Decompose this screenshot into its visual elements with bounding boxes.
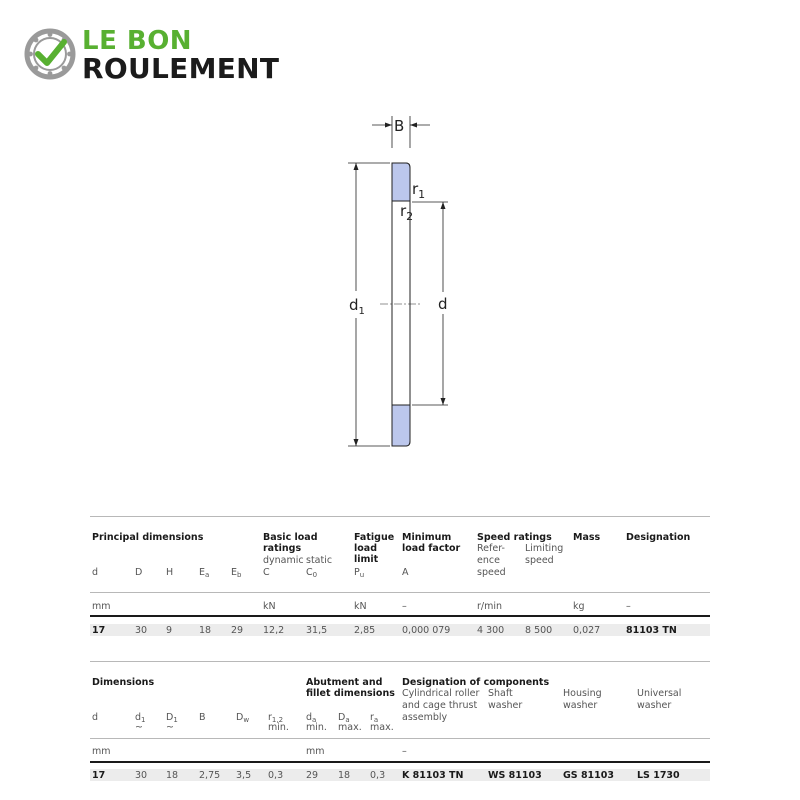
- unit-kN-1: kN: [263, 601, 276, 612]
- label-B: B: [394, 117, 405, 135]
- hdr-housing-2: washer: [563, 700, 598, 711]
- sym-d: d: [92, 712, 99, 723]
- unit-dash-1: –: [402, 601, 407, 612]
- section-top: [392, 163, 410, 201]
- label-d1: $d_1$: [349, 296, 365, 317]
- table-row-cell: 18: [338, 770, 351, 781]
- table-row-cell: 0,000 079: [402, 625, 451, 636]
- hdr-ref-1: Refer-: [477, 543, 505, 554]
- brand-logo: [24, 28, 304, 88]
- sym-A: A: [402, 567, 409, 578]
- sym-r12-min: min.: [268, 722, 289, 733]
- unit-mm-1: mm: [92, 746, 111, 757]
- table-row-cell: 3,5: [236, 770, 252, 781]
- sym-r12: $r_{1,2}$: [268, 712, 284, 724]
- section-bottom: [392, 405, 410, 446]
- dimensions-table: [90, 661, 710, 785]
- table-row-cell: 31,5: [306, 625, 328, 636]
- hdr-components: Designation of components: [402, 677, 550, 688]
- hdr-designation: Designation: [626, 532, 691, 543]
- hdr-abutment-1: Abutment and: [306, 677, 383, 688]
- sym-D1-approx: ~: [166, 722, 174, 733]
- table-row-cell: 0,3: [268, 770, 284, 781]
- table-row-cell: 2,75: [199, 770, 221, 781]
- sym-Da: $D_a$: [338, 712, 350, 724]
- sym-Pu: $P_u$: [354, 567, 365, 579]
- table-row-cell: 30: [135, 625, 148, 636]
- table-row-cell: 12,2: [263, 625, 285, 636]
- sym-H: H: [166, 567, 174, 578]
- table-row-cell: 81103 TN: [626, 625, 677, 636]
- table-row-cell: 8 500: [525, 625, 553, 636]
- sym-C0: $C_0$: [306, 567, 318, 579]
- hdr-cyl-3: assembly: [402, 712, 448, 723]
- hdr-ref-2: ence: [477, 555, 500, 566]
- hdr-dynamic: dynamic: [263, 555, 304, 566]
- table-row-cell: 29: [231, 625, 244, 636]
- table-row-cell: WS 81103: [488, 770, 542, 781]
- unit-mm-2: mm: [306, 746, 325, 757]
- washer-drawing: [330, 108, 490, 462]
- unit-rmin: r/min: [477, 601, 503, 612]
- hdr-cyl-1: Cylindrical roller: [402, 688, 480, 699]
- hdr-basic-load-2: ratings: [263, 543, 302, 554]
- unit-dash: –: [402, 746, 407, 757]
- sym-Ea: $E_a$: [199, 567, 210, 579]
- table-row-cell: 0,3: [370, 770, 386, 781]
- table-row-cell: 0,027: [573, 625, 601, 636]
- hdr-minimum-2: load factor: [402, 543, 461, 554]
- bearing-check-icon: [24, 28, 76, 80]
- hdr-fatigue-3: limit: [354, 554, 379, 565]
- sym-d: d: [92, 567, 99, 578]
- sym-d1: $d_1$: [135, 712, 146, 724]
- logo-line1: LE BON: [82, 26, 193, 56]
- hdr-fatigue-1: Fatigue: [354, 532, 395, 543]
- sym-Eb: $E_b$: [231, 567, 242, 579]
- table-row-cell: 17: [92, 625, 106, 636]
- hdr-housing-1: Housing: [563, 688, 602, 699]
- hdr-basic-load-1: Basic load: [263, 532, 318, 543]
- sym-D: D: [135, 567, 143, 578]
- hdr-mass: Mass: [573, 532, 601, 543]
- table-row-cell: 18: [199, 625, 212, 636]
- logo-line2: ROULEMENT: [82, 52, 280, 85]
- hdr-abutment-2: fillet dimensions: [306, 688, 395, 699]
- unit-mm: mm: [92, 601, 111, 612]
- hdr-lim-2: speed: [525, 555, 554, 566]
- hdr-speed-ratings: Speed ratings: [477, 532, 552, 543]
- label-r1: $r_1$: [412, 180, 426, 201]
- sym-D1: $D_1$: [166, 712, 178, 724]
- sym-da: $d_a$: [306, 712, 317, 724]
- hdr-cyl-2: and cage thrust: [402, 700, 478, 711]
- table-row-cell: GS 81103: [563, 770, 614, 781]
- table-row-cell: 4 300: [477, 625, 505, 636]
- hdr-fatigue-2: load: [354, 543, 377, 554]
- label-r2: $r_2$: [400, 202, 414, 223]
- sym-ra: $r_a$: [370, 712, 379, 724]
- hdr-minimum-1: Minimum: [402, 532, 452, 543]
- table-row-cell: 18: [166, 770, 179, 781]
- hdr-shaft-1: Shaft: [488, 688, 513, 699]
- bearing-data-table: [90, 516, 710, 640]
- hdr-ref-3: speed: [477, 567, 506, 578]
- sym-Da-max: max.: [338, 722, 362, 733]
- unit-dash-2: –: [626, 601, 631, 612]
- table-row-cell: K 81103 TN: [402, 770, 464, 781]
- table-row-cell: 2,85: [354, 625, 376, 636]
- table-row-cell: 17: [92, 770, 106, 781]
- sym-B: B: [199, 712, 206, 723]
- table-row-cell: 29: [306, 770, 319, 781]
- sym-Dw: $D_w$: [236, 712, 250, 724]
- hdr-universal-2: washer: [637, 700, 672, 711]
- table-row-cell: 9: [166, 625, 173, 636]
- hdr-universal-1: Universal: [637, 688, 682, 699]
- table-row-cell: LS 1730: [637, 770, 680, 781]
- hdr-lim-1: Limiting: [525, 543, 564, 554]
- unit-kN-2: kN: [354, 601, 367, 612]
- sym-ra-max: max.: [370, 722, 394, 733]
- label-d: d: [438, 295, 448, 313]
- sym-d1-approx: ~: [135, 722, 143, 733]
- sym-C: C: [263, 567, 270, 578]
- hdr-principal-dimensions: Principal dimensions: [92, 532, 204, 543]
- hdr-static: static: [306, 555, 333, 566]
- hdr-shaft-2: washer: [488, 700, 523, 711]
- table-row-cell: 30: [135, 770, 148, 781]
- unit-kg: kg: [573, 601, 585, 612]
- hdr-dimensions: Dimensions: [92, 677, 155, 688]
- sym-da-min: min.: [306, 722, 327, 733]
